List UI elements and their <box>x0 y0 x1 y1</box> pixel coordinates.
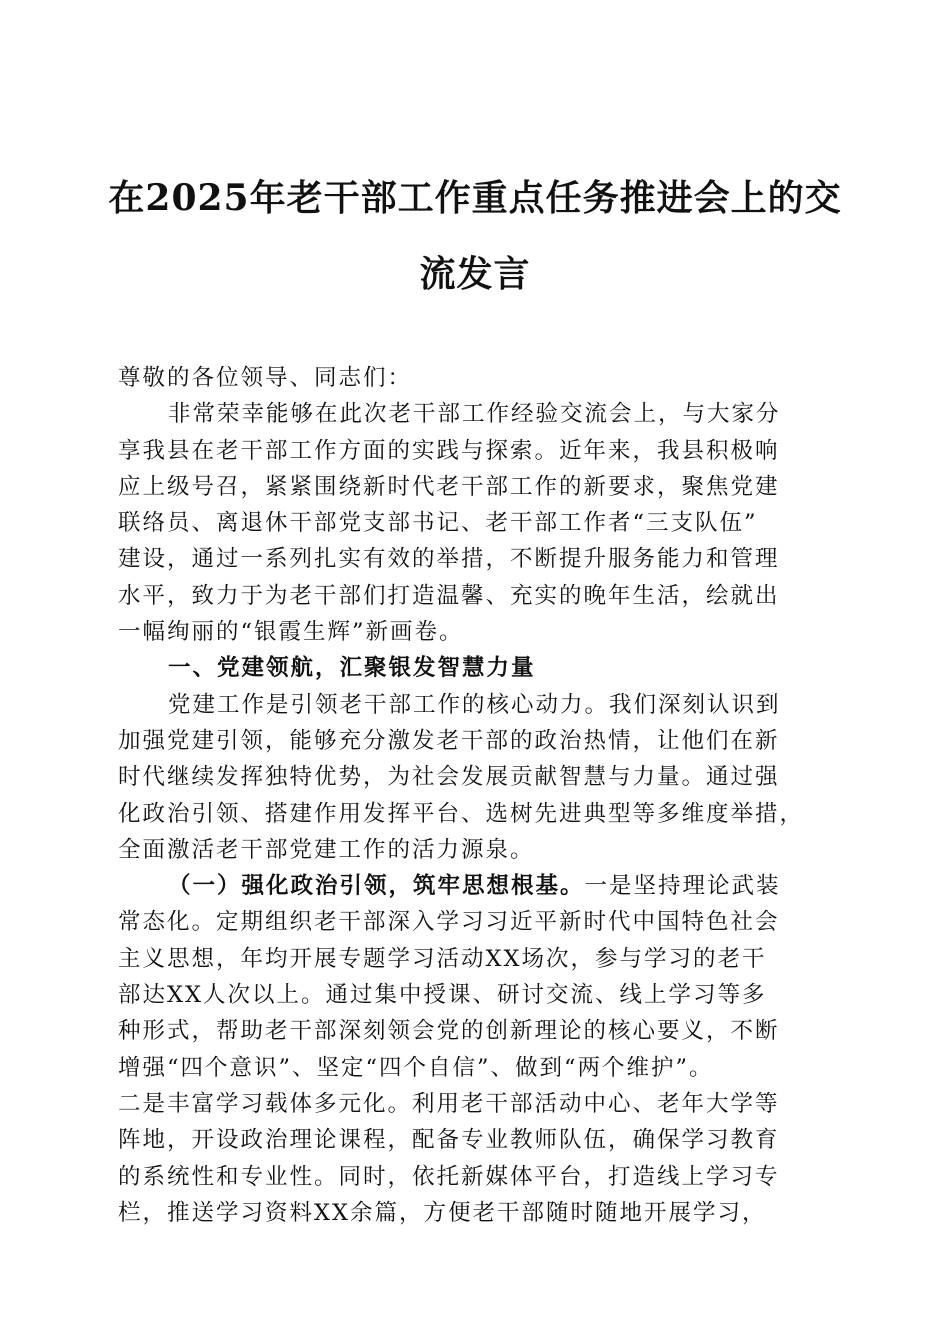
paragraph-line: 全面激活老干部党建工作的活力源泉。 <box>118 836 535 863</box>
paragraph-line: 二是丰富学习载体多元化。利用老干部活动中心、老年大学等 <box>118 1090 780 1117</box>
paragraph-line: 时代继续发挥独特优势，为社会发展贡献智慧与力量。通过强 <box>118 764 780 791</box>
paragraph-line: 党建工作是引领老干部工作的核心动力。我们深刻认识到 <box>168 691 781 718</box>
paragraph-line: 非常荣幸能够在此次老干部工作经验交流会上，与大家分 <box>168 401 781 428</box>
paragraph-line: 应上级号召，紧紧围绕新时代老干部工作的新要求，聚焦党建 <box>118 473 780 500</box>
paragraph-line: 栏，推送学习资料XX余篇，方便老干部随时随地开展学习， <box>118 1199 767 1226</box>
paragraph-line: 化政治引领、搭建作用发挥平台、选树先进典型等多维度举措， <box>118 800 805 827</box>
document-title <box>100 160 850 312</box>
paragraph-line: 建设，通过一系列扎实有效的举措，不断提升服务能力和管理 <box>118 546 780 573</box>
paragraph-line: 阵地，开设政治理论课程，配备专业教师队伍，确保学习教育 <box>118 1127 780 1154</box>
paragraph-line <box>118 868 832 904</box>
paragraph-line: 加强党建引领，能够充分激发老干部的政治热情，让他们在新 <box>118 727 780 754</box>
paragraph-line: 主义思想，年均开展专题学习活动XX场次，参与学习的老干 <box>118 945 767 972</box>
section-heading: 一、党建领航，汇聚银发智慧力量 <box>168 655 536 682</box>
title-line: 在2025年老干部工作重点任务推进会上的交 <box>108 177 842 219</box>
paragraph-line: 水平，致力于为老干部们打造温馨、充实的晚年生活，绘就出 <box>118 582 780 609</box>
paragraph-line: 联络员、离退休干部党支部书记、老干部工作者“三支队伍” <box>118 510 758 537</box>
paragraph-line: 种形式，帮助老干部深刻领会党的创新理论的核心要义，不断 <box>118 1018 780 1045</box>
salutation: 尊敬的各位领导、同志们： <box>118 365 413 391</box>
paragraph-line: 常态化。定期组织老干部深入学习习近平新时代中国特色社会 <box>118 909 780 936</box>
document-body <box>118 360 832 1231</box>
paragraph-line: 一幅绚丽的“银霞生辉”新画卷。 <box>118 619 464 646</box>
paragraph-line: 部达XX人次以上。通过集中授课、研讨交流、线上学习等多 <box>118 982 767 1009</box>
paragraph-text: 一是坚持理论武装 <box>584 873 781 900</box>
title-line: 流发言 <box>419 253 531 295</box>
paragraph-line: 享我县在老干部工作方面的实践与探索。近年来，我县积极响 <box>118 437 780 464</box>
paragraph-line: 的系统性和专业性。同时，依托新媒体平台，打造线上学习专 <box>118 1163 780 1190</box>
subsection-lead: （一）强化政治引领，筑牢思想根基。 <box>168 873 585 900</box>
paragraph-line: 增强“四个意识”、坚定“四个自信”、做到“两个维护”。 <box>118 1054 714 1081</box>
